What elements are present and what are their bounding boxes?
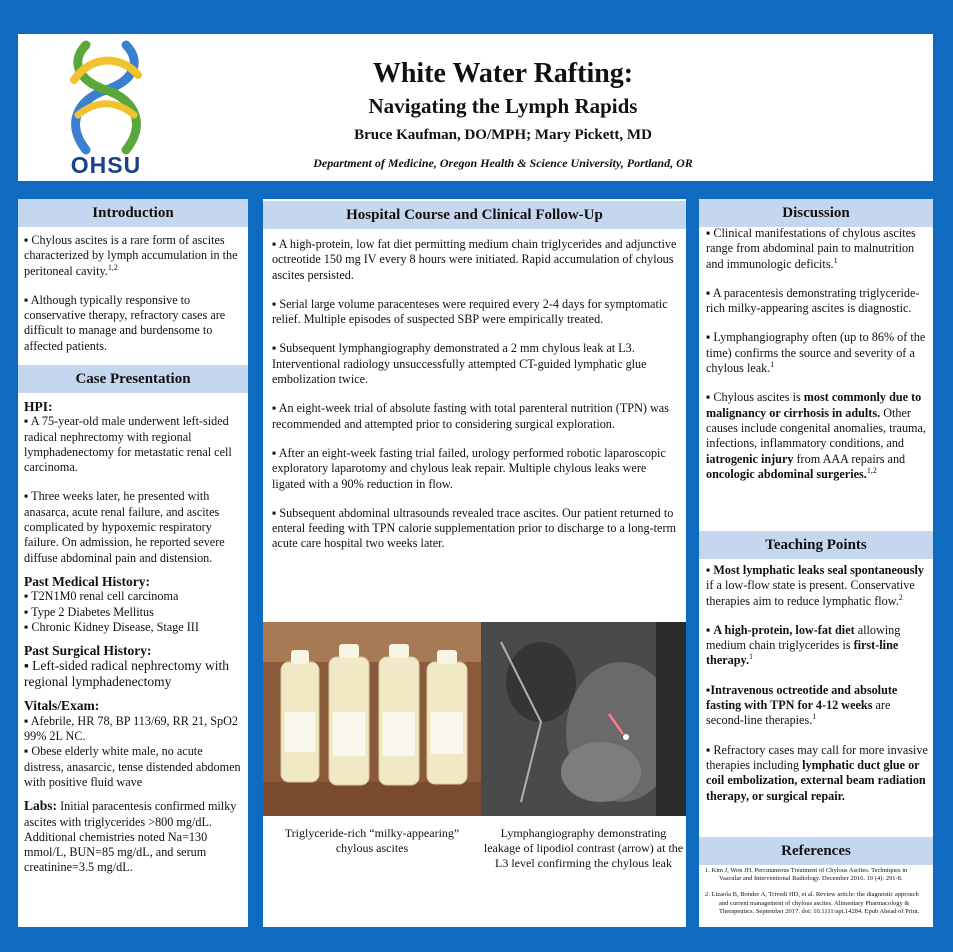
vitals-item-2: ▪ Obese elderly white male, no acute distress, anasarcic, tense distended abdomen with positive fluid wave bbox=[24, 744, 241, 789]
pmh-label: Past Medical History: bbox=[24, 573, 150, 589]
intro-ref-1: 1,2 bbox=[107, 262, 118, 272]
right-column bbox=[699, 199, 933, 927]
pmh-item-2: ▪ Type 2 Diabetes Mellitus bbox=[24, 604, 154, 619]
teaching-point-1: ▪ Most lymphatic leaks seal spontaneously if a low-flow state is present. Conservative therapies aim to reduce lymphatic flow.$^2$ bbox=[706, 563, 924, 608]
references-list bbox=[705, 867, 929, 924]
left-column bbox=[18, 199, 248, 927]
labs-label: Labs: bbox=[24, 798, 58, 814]
hospital-bullet-3: ▪ Subsequent lymphangiography demonstrated a 2 mm chylous leak at L3. Interventional radiology unsuccessfully attempted CT-guided lymphatic glue embolization twice. bbox=[272, 341, 647, 387]
logo-text: OHSU bbox=[70, 152, 142, 178]
pmh-item-3: ▪ Chronic Kidney Disease, Stage III bbox=[24, 619, 199, 634]
discussion-bullet-4: ▪ Chylous ascites is most commonly due to malignancy or cirrhosis in adults. Other causes include congenital anomalies, trauma, infections, inflammatory conditions, and iatrogenic injury from AAA repairs and oncologic abdominal surgeries.$^{1,2}$ bbox=[706, 390, 926, 481]
poster-subtitle: Navigating the Lymph Rapids bbox=[368, 94, 638, 118]
hpi-bullet-1: ▪ A 75-year-old male underwent left-sided radical nephrectomy with regional lymphadenectomy for metastatic renal cell carcinoma. bbox=[24, 414, 232, 475]
discussion-body bbox=[706, 226, 928, 482]
poster-authors: Bruce Kaufman, DO/MPH; Mary Pickett, MD bbox=[354, 127, 652, 143]
ohsu-logo bbox=[56, 40, 156, 180]
middle-column bbox=[263, 199, 686, 927]
hospital-bullet-6: ▪ Subsequent abdominal ultrasounds revealed trace ascites. Our patient returned to enteral feeding with TPN calorie supplementation prior to discharge to a long-term acute care hospital two weeks later. bbox=[272, 505, 676, 551]
teaching-point-4: ▪ Refractory cases may call for more invasive therapies including lymphatic duct glue or coil embolization, external beam radiation therapy, or surgical repair. bbox=[706, 742, 928, 803]
hpi-label: HPI: bbox=[24, 399, 53, 414]
hospital-bullet-5: ▪ After an eight-week fasting trial failed, urology performed robotic laparoscopic exploratory laparotomy and chylous leak repair. Multiple chylous leaks were ligated with a 90% reduction in flow. bbox=[272, 445, 666, 491]
discussion-heading: Discussion bbox=[699, 199, 933, 227]
labs-text: Initial paracentesis confirmed milky ascites with triglycerides >800 mg/dL. Additional chemistries noted Na=130 mmol/L, BUN=85 mg/dL, and serum creatinine=3.5 mg/dL. bbox=[24, 799, 237, 875]
hospital-bullet-2: ▪ Serial large volume paracenteses were required every 2-4 days for symptomatic relief. Multiple episodes of suspected SBP were empirically treated. bbox=[272, 296, 668, 327]
introduction-body bbox=[24, 233, 242, 354]
discussion-bullet-1: ▪ Clinical manifestations of chylous ascites range from abdominal pain to malnutrition and immunologic deficits. bbox=[706, 226, 916, 271]
teaching-point-3: ▪Intravenous octreotide and absolute fasting with TPN for 4-12 weeks are second-line therapies.$^1$ bbox=[706, 682, 898, 728]
hospital-heading: Hospital Course and Clinical Follow-Up bbox=[263, 201, 686, 229]
xray-image bbox=[481, 622, 686, 816]
vitals-item-1: ▪ Afebrile, HR 78, BP 113/69, RR 21, SpO2 99% 2L NC. bbox=[24, 713, 238, 744]
psh-item-1: ▪ Left-sided radical nephrectomy with regional lymphadenectomy bbox=[24, 658, 229, 690]
discussion-ref-1: 1 bbox=[833, 255, 838, 265]
intro-bullet-2: ▪ Although typically responsive to conservative therapy, refractory cases are difficult to manage and burdensome to affected patients. bbox=[24, 292, 226, 353]
poster-department: Department of Medicine, Oregon Health & Science University, Portland, OR bbox=[313, 156, 693, 170]
psh-label: Past Surgical History: bbox=[24, 643, 152, 659]
milky-ascites-photo bbox=[263, 622, 481, 816]
introduction-heading: Introduction bbox=[18, 199, 248, 227]
poster-title: White Water Rafting: bbox=[372, 58, 634, 89]
intro-bullet-1: ▪ Chylous ascites is a rare form of ascites characterized by lymph accumulation in the peritoneal cavity. bbox=[24, 233, 238, 278]
case-heading: Case Presentation bbox=[18, 365, 248, 393]
teaching-point-2: ▪ A high-protein, low-fat diet allowing medium chain triglycerides is first-line therapy.$^1$ bbox=[706, 622, 901, 668]
discussion-bullet-3: ▪ Lymphangiography often (up to 86% of the time) confirms the source and severity of a chylous leak. bbox=[706, 330, 926, 376]
hospital-body bbox=[272, 237, 678, 552]
discussion-bullet-2: ▪ A paracentesis demonstrating triglyceride-rich milky-appearing ascites is diagnostic. bbox=[706, 285, 920, 316]
case-body bbox=[24, 399, 242, 876]
teaching-heading: Teaching Points bbox=[699, 531, 933, 559]
poster-header bbox=[18, 34, 933, 181]
references-heading: References bbox=[699, 837, 933, 865]
discussion-ref-3: 1 bbox=[770, 360, 775, 370]
hospital-bullet-1: ▪ A high-protein, low fat diet permitting medium chain triglycerides and adjunctive octreotide 150 mg IV every 8 hours were initiated. Rapid accumulation of chylous ascites persisted. bbox=[272, 237, 677, 282]
reference-2: 2. Lizaola B, Bonder A, Trivedi HD, et al. Review article: the diagnostic approach and current management of chylous ascites. Alimentary Pharmacology & Therapeutics. September 2017. doi: 10.1111/apt.14284. Epub Ahead of Print. bbox=[705, 891, 920, 915]
teaching-body bbox=[706, 563, 928, 804]
lymphangiography-caption: Lymphangiography demonstrating leakage of lipodiol contrast (arrow) at the L3 level confirming the chylous leak bbox=[483, 826, 684, 870]
lymphangiography-image bbox=[481, 622, 686, 816]
ohsu-helix-icon bbox=[56, 40, 156, 155]
reference-1: 1. Kim J, Won JH. Percutaneous Treatment of Chylous Ascites. Techniques in Vascular and Interventional Radiology. December 2016. 19 (4): 291-8. bbox=[705, 867, 908, 883]
labs-paragraph bbox=[24, 798, 242, 875]
bottles-caption: Triglyceride-rich “milky-appearing” chylous ascites bbox=[284, 826, 460, 855]
hospital-bullet-4: ▪ An eight-week trial of absolute fasting with total parenteral nutrition (TPN) was recommended and attempted prior to considering surgical exploration. bbox=[272, 401, 669, 431]
hpi-bullet-2: ▪ Three weeks later, he presented with anasarca, acute renal failure, and ascites complicated by hypoxemic respiratory failure. On admission, he reported severe diffuse abdominal pain and distension. bbox=[24, 489, 225, 565]
vitals-label: Vitals/Exam: bbox=[24, 698, 100, 714]
pmh-item-1: ▪ T2N1M0 renal cell carcinoma bbox=[24, 589, 179, 604]
bottles-image bbox=[263, 622, 481, 816]
